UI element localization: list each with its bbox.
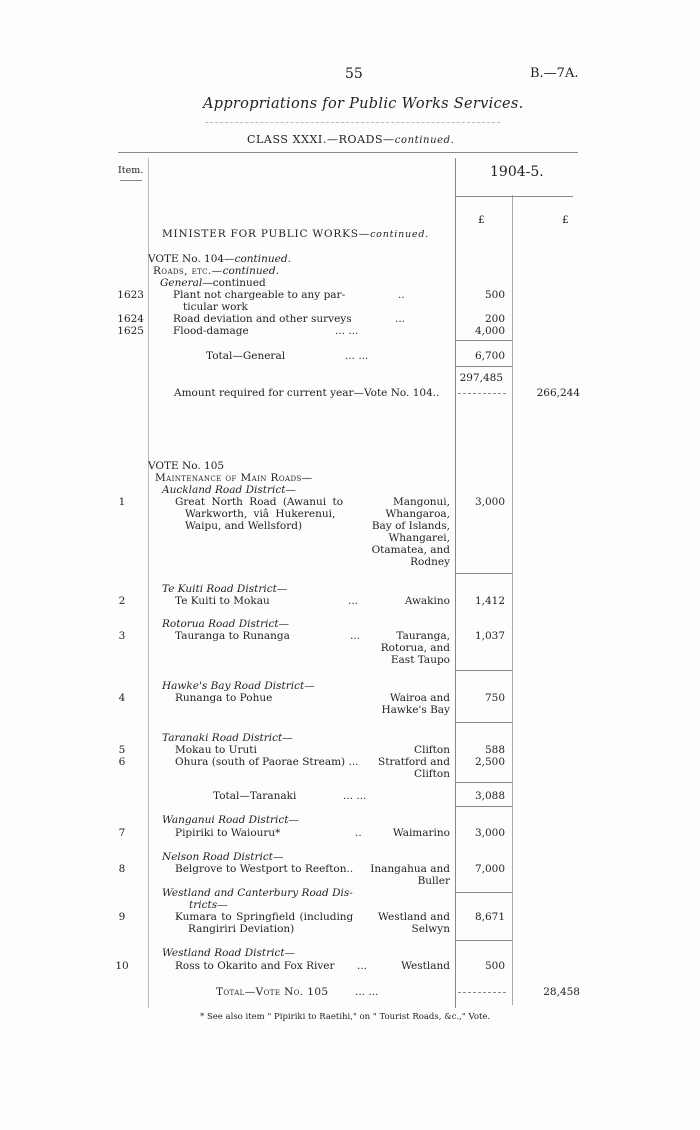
- county-name: East Taupo: [390, 654, 450, 666]
- total-amount: 3,088: [474, 790, 505, 802]
- total-vote-amount: 28,458: [543, 986, 580, 998]
- road-description: Te Kuiti to Mokau: [175, 595, 270, 607]
- road-description: Ohura (south of Paorae Stream) ...: [175, 756, 359, 768]
- leader-dots: ...: [395, 313, 406, 325]
- county-name: Otamatea, and: [371, 544, 450, 556]
- road-description: Great North Road (Awanui to: [175, 496, 344, 508]
- road-description: Ross to Okarito and Fox River: [175, 960, 335, 972]
- item-number: 10: [115, 960, 129, 972]
- item-number: 1624: [117, 313, 144, 325]
- district-heading: Nelson Road District—: [162, 851, 284, 863]
- vote-sum: 297,485: [459, 372, 503, 384]
- road-description-continued: Warkworth, viâ Hukerenui,: [185, 508, 336, 520]
- total-amount: 6,700: [474, 350, 505, 362]
- item-number: 8: [118, 863, 126, 875]
- leader-dots: ...: [357, 960, 368, 972]
- vote-105-subtitle: Maintenance of Main Roads—: [155, 472, 313, 484]
- leader-dots: ...: [350, 630, 361, 642]
- item-number: 1625: [117, 325, 144, 337]
- county-name: Whangaroa,: [385, 508, 450, 520]
- subtotal-rule: [455, 340, 512, 341]
- minister-heading: MINISTER FOR PUBLIC WORKS—continued.: [162, 228, 430, 240]
- road-description-continued: Rangiriri Deviation): [188, 923, 295, 935]
- footnote: * See also item " Pipiriki to Raetihi," on " Tourist Roads, &c.," Vote.: [200, 1012, 491, 1022]
- currency-symbol-left: £: [478, 214, 485, 226]
- item-number: 3: [118, 630, 126, 642]
- item-number: 5: [118, 744, 126, 756]
- district-heading: Rotorua Road District—: [162, 618, 290, 630]
- item-description-continued: ticular work: [183, 301, 248, 313]
- item-number: 7: [118, 827, 126, 839]
- leader-dots: ... ...: [335, 325, 359, 337]
- amount-required-label: Amount required for current year—Vote No. 104..: [174, 387, 440, 399]
- currency-symbol-right: £: [562, 214, 569, 226]
- leader-dots: ...: [348, 595, 359, 607]
- item-column-rule: [148, 158, 149, 1008]
- county-name: Mangonui,: [392, 496, 450, 508]
- road-description-continued: Waipu, and Wellsford): [185, 520, 303, 532]
- page-number: 55: [345, 66, 363, 82]
- leader-dots: ... ...: [345, 350, 369, 362]
- item-amount: 1,412: [474, 595, 505, 607]
- vote-104-general-heading: General—continued: [160, 277, 266, 289]
- table-top-rule: [118, 152, 578, 153]
- county-name: Tauranga,: [396, 630, 450, 642]
- vote-104-title: VOTE No. 104—continued.: [148, 253, 291, 265]
- road-description: Runanga to Pohue: [175, 692, 273, 704]
- item-amount: 8,671: [474, 911, 505, 923]
- item-amount: 750: [484, 692, 505, 704]
- total-vote-rule: [458, 992, 506, 993]
- county-name: Selwyn: [411, 923, 450, 935]
- item-amount: 3,000: [474, 496, 505, 508]
- county-name: Buller: [417, 875, 450, 887]
- total-rule: [455, 366, 512, 367]
- district-heading: Taranaki Road District—: [162, 732, 293, 744]
- road-description: Belgrove to Westport to Reefton..: [175, 863, 354, 875]
- district-heading: Westland and Canterbury Road Dis-: [162, 887, 353, 899]
- item-amount: 4,000: [474, 325, 505, 337]
- amount-required-value: 266,244: [536, 387, 580, 399]
- amount-rule: [455, 940, 512, 941]
- leader-dots: ..: [355, 827, 362, 839]
- county-name: Rotorua, and: [380, 642, 450, 654]
- item-amount: 3,000: [474, 827, 505, 839]
- district-heading: Westland Road District—: [162, 947, 296, 959]
- vote-105-title: VOTE No. 105: [148, 460, 225, 472]
- amount-required-rule: [458, 393, 506, 394]
- county-name: Waimarino: [392, 827, 450, 839]
- leader-dots: ..: [398, 289, 405, 301]
- road-description: Kumara to Springfield (including: [175, 911, 354, 923]
- item-amount: 588: [484, 744, 505, 756]
- page-title: Appropriations for Public Works Services.: [203, 96, 524, 112]
- county-name: Wairoa and: [389, 692, 450, 704]
- district-heading-continued: tricts—: [189, 899, 228, 911]
- year-underline: [455, 196, 573, 197]
- county-name: Stratford and: [378, 756, 450, 768]
- county-name: Inangahua and: [370, 863, 450, 875]
- item-number: 2: [118, 595, 126, 607]
- item-amount: 7,000: [474, 863, 505, 875]
- item-description: Road deviation and other surveys: [173, 313, 352, 325]
- amount-rule: [455, 670, 512, 671]
- form-number: B.—7A.: [530, 66, 579, 81]
- item-number: 6: [118, 756, 126, 768]
- district-heading: Wanganui Road District—: [162, 814, 300, 826]
- amount-rule: [455, 573, 512, 574]
- county-name: Bay of Islands,: [371, 520, 450, 532]
- item-description: Plant not chargeable to any par-: [173, 289, 346, 301]
- leader-dots: ... ...: [355, 986, 379, 998]
- item-amount: 500: [484, 960, 505, 972]
- item-amount: 500: [484, 289, 505, 301]
- amount-rule: [455, 806, 512, 807]
- subtotal-rule: [455, 782, 512, 783]
- total-label: Total—General: [206, 350, 286, 362]
- amount-rule: [455, 722, 512, 723]
- item-amount: 1,037: [474, 630, 505, 642]
- item-number: 1: [118, 496, 126, 508]
- class-heading: CLASS XXXI.—ROADS—continued.: [247, 133, 455, 146]
- item-number: 1623: [117, 289, 144, 301]
- road-description: Tauranga to Runanga: [175, 630, 290, 642]
- year-column-header: 1904-5.: [490, 164, 544, 180]
- district-heading: Auckland Road District—: [162, 484, 296, 496]
- road-description: Mokau to Uruti: [175, 744, 257, 756]
- amount-rule: [455, 892, 512, 893]
- item-column-header: Item.: [118, 165, 144, 176]
- county-name: Whangarei,: [388, 532, 450, 544]
- leader-dots: ... ...: [343, 790, 367, 802]
- county-name: Hawke's Bay: [381, 704, 450, 716]
- amount-column-rule-left: [455, 158, 456, 1008]
- item-header-underline: [120, 180, 142, 181]
- total-vote-label: Total—Vote No. 105: [216, 986, 329, 998]
- title-rule: [205, 122, 500, 123]
- total-label: Total—Taranaki: [213, 790, 297, 802]
- item-number: 4: [118, 692, 126, 704]
- county-name: Awakino: [404, 595, 450, 607]
- item-description: Flood-damage: [173, 325, 249, 337]
- district-heading: Te Kuiti Road District—: [162, 583, 288, 595]
- amount-column-rule-middle: [512, 195, 513, 1005]
- district-heading: Hawke's Bay Road District—: [162, 680, 315, 692]
- item-amount: 2,500: [474, 756, 505, 768]
- county-name: Clifton: [414, 768, 450, 780]
- road-description: Pipiriki to Waiouru*: [175, 827, 281, 839]
- county-name: Westland: [401, 960, 450, 972]
- item-amount: 200: [484, 313, 505, 325]
- county-name: Clifton: [414, 744, 450, 756]
- county-name: Westland and: [378, 911, 450, 923]
- item-number: 9: [118, 911, 126, 923]
- vote-104-roads-heading: Roads, etc.—continued.: [153, 265, 279, 277]
- county-name: Rodney: [410, 556, 450, 568]
